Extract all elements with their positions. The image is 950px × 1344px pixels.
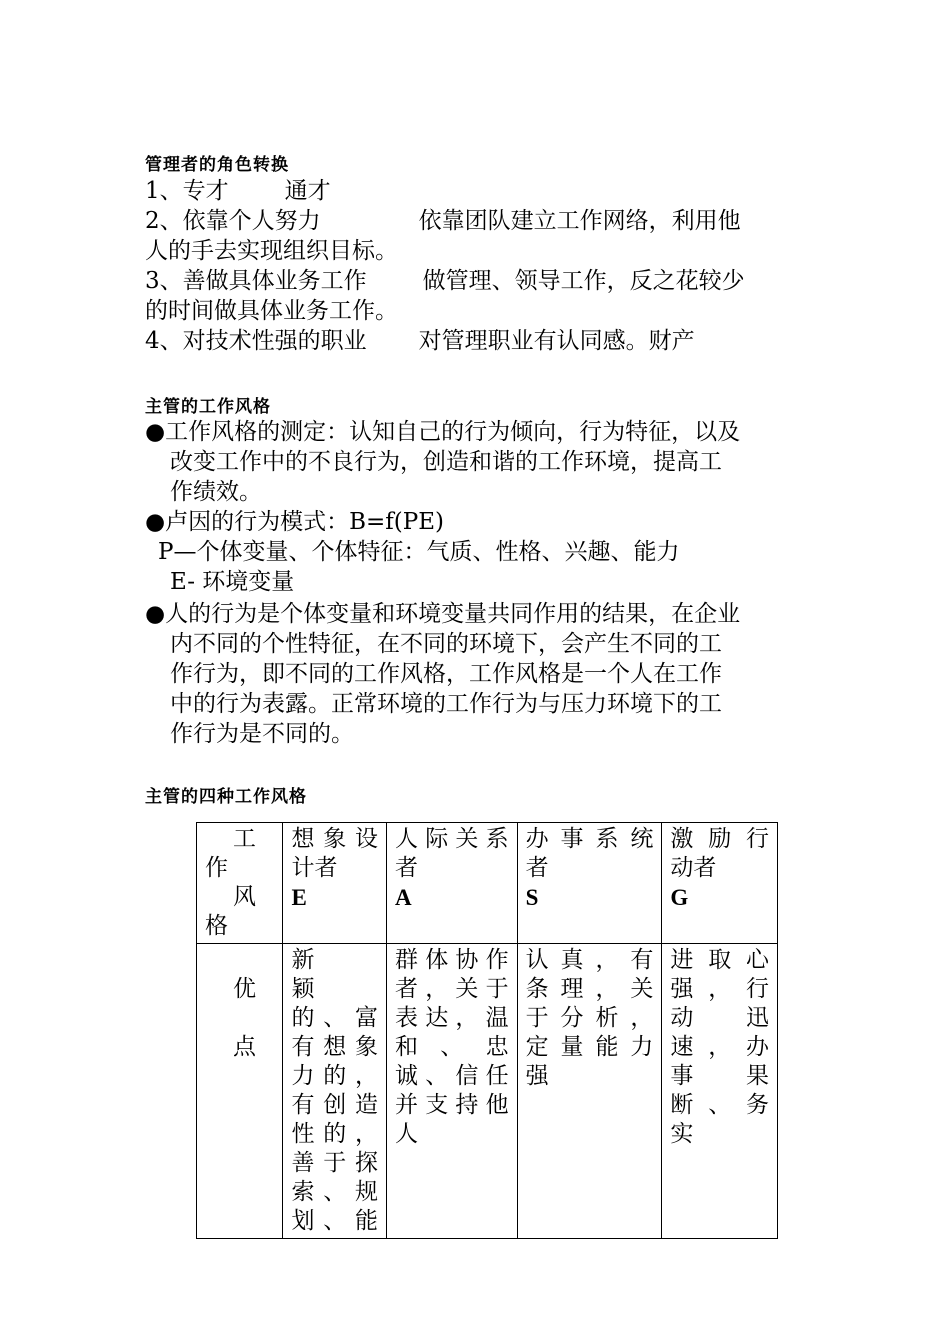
- role-item-3-continued: 的时间做具体业务工作。: [145, 298, 398, 324]
- role-item-3: [145, 266, 745, 296]
- header-label-cell: [197, 823, 283, 944]
- strength-line: 和、忠: [394, 1034, 509, 1060]
- strength-line: 的、富: [291, 1005, 378, 1031]
- strength-line: 事 果: [670, 1063, 769, 1089]
- strength-line: 认真，有: [525, 947, 654, 973]
- strength-line: 速，办: [670, 1034, 769, 1060]
- row-label-char: 点: [233, 1034, 256, 1060]
- strength-line: 划、能: [291, 1208, 378, 1234]
- strength-line: 于分析，: [525, 1005, 654, 1031]
- role-item-4-right: 对管理职业有认同感。财产: [418, 328, 695, 354]
- header-name-line: 办事系统: [525, 826, 654, 852]
- role-item-1-right: 通才: [284, 178, 331, 204]
- strength-line: 实: [670, 1121, 694, 1147]
- strength-line: 有想象: [291, 1034, 378, 1060]
- header-label-char: 格: [205, 913, 228, 939]
- row-label-char: 优: [233, 976, 256, 1002]
- bullet-1-line-2: 改变工作中的不良行为，创造和谐的工作环境，提高工: [170, 449, 722, 475]
- style-code-a: A: [394, 885, 412, 910]
- role-item-3-right: 做管理、领导工作，反之花较少: [422, 268, 745, 294]
- header-name-line: 激励行: [670, 826, 769, 852]
- p-variable-line: P—个体变量、个体特征：气质、性格、兴趣、能力: [158, 539, 680, 565]
- strengths-cell-a: [386, 944, 517, 1239]
- header-cell-s: [517, 823, 662, 944]
- strength-line: 定量能力: [525, 1034, 654, 1060]
- strength-line: 有创造: [291, 1092, 378, 1118]
- role-item-4-left: 4、对技术性强的职业: [145, 328, 367, 354]
- header-label-char: 作: [205, 855, 228, 881]
- role-item-2: [145, 206, 741, 236]
- role-item-2-right: 依靠团队建立工作网络，利用他: [418, 208, 741, 234]
- bullet-3-line-2: 内不同的个性特征，在不同的环境下，会产生不同的工: [170, 631, 722, 657]
- bullet-3-line-1: ●人的行为是个体变量和环境变量共同作用的结果，在企业: [145, 601, 741, 627]
- header-cell-e: [283, 823, 387, 944]
- role-item-1-left: 1、专才: [145, 178, 229, 204]
- role-item-4: [145, 326, 695, 356]
- style-code-g: G: [670, 885, 689, 910]
- strengths-cell-s: [517, 944, 662, 1239]
- table-strengths-row: [197, 944, 778, 1239]
- e-variable-line: E- 环境变量: [170, 569, 295, 595]
- strength-line: 动 迅: [670, 1005, 769, 1031]
- header-name-line: 者: [525, 855, 549, 881]
- header-label-char: 风: [233, 884, 256, 910]
- bullet-3-line-4: 中的行为表露。正常环境的工作行为与压力环境下的工: [170, 691, 722, 717]
- strength-line: 进取心: [670, 947, 769, 973]
- header-name-line: 计者: [291, 855, 338, 881]
- strengths-cell-g: [662, 944, 778, 1239]
- strength-line: 诚、信任: [394, 1063, 509, 1089]
- work-styles-table: [196, 822, 778, 1239]
- header-name-line: 想象设: [291, 826, 378, 852]
- strength-line: 人: [394, 1121, 418, 1147]
- strength-line: 者，关于: [394, 976, 509, 1002]
- strength-line: 索、规: [291, 1179, 378, 1205]
- header-cell-g: [662, 823, 778, 944]
- header-name-line: 动者: [670, 855, 717, 881]
- section-title-role-change: 管理者的角色转换: [145, 155, 289, 175]
- role-item-2-left: 2、依靠个人努力: [145, 208, 321, 234]
- role-item-1: [145, 176, 331, 206]
- header-label-char: 工: [233, 826, 256, 852]
- strength-line: 表达，温: [394, 1005, 509, 1031]
- header-name-line: 者: [394, 855, 418, 881]
- strength-line: 善于探: [291, 1150, 378, 1176]
- section-title-work-style: 主管的工作风格: [145, 397, 271, 417]
- bullet-3-line-3: 作行为，即不同的工作风格，工作风格是一个人在工作: [170, 661, 722, 687]
- role-item-2-continued: 人的手去实现组织目标。: [145, 238, 398, 264]
- table-header-row: [197, 823, 778, 944]
- bullet-1-line-1: ●工作风格的测定：认知自己的行为倾向，行为特征，以及: [145, 419, 741, 445]
- strength-line: 并支持他: [394, 1092, 509, 1118]
- header-name-line: 人际关系: [394, 826, 509, 852]
- strength-line: 条理，关: [525, 976, 654, 1002]
- strength-line: 新 颖: [291, 947, 361, 1002]
- bullet-1-line-3: 作绩效。: [170, 479, 262, 505]
- strength-line: 断、务: [670, 1092, 769, 1118]
- style-code-e: E: [291, 885, 307, 910]
- strength-line: 强: [525, 1063, 549, 1089]
- section-title-four-styles: 主管的四种工作风格: [145, 787, 307, 807]
- strength-line: 力的，: [291, 1063, 378, 1089]
- strength-line: 群体协作: [394, 947, 509, 973]
- strength-line: 性的，: [291, 1121, 378, 1147]
- style-code-s: S: [525, 885, 539, 910]
- row-label-cell: [197, 944, 283, 1239]
- strengths-cell-e: [283, 944, 387, 1239]
- bullet-3-line-5: 作行为是不同的。: [170, 721, 354, 747]
- strength-line: 强，行: [670, 976, 769, 1002]
- role-item-3-left: 3、善做具体业务工作: [145, 268, 367, 294]
- bullet-2-lewin-model: ●卢因的行为模式：B=f(PE): [145, 509, 444, 535]
- header-cell-a: [386, 823, 517, 944]
